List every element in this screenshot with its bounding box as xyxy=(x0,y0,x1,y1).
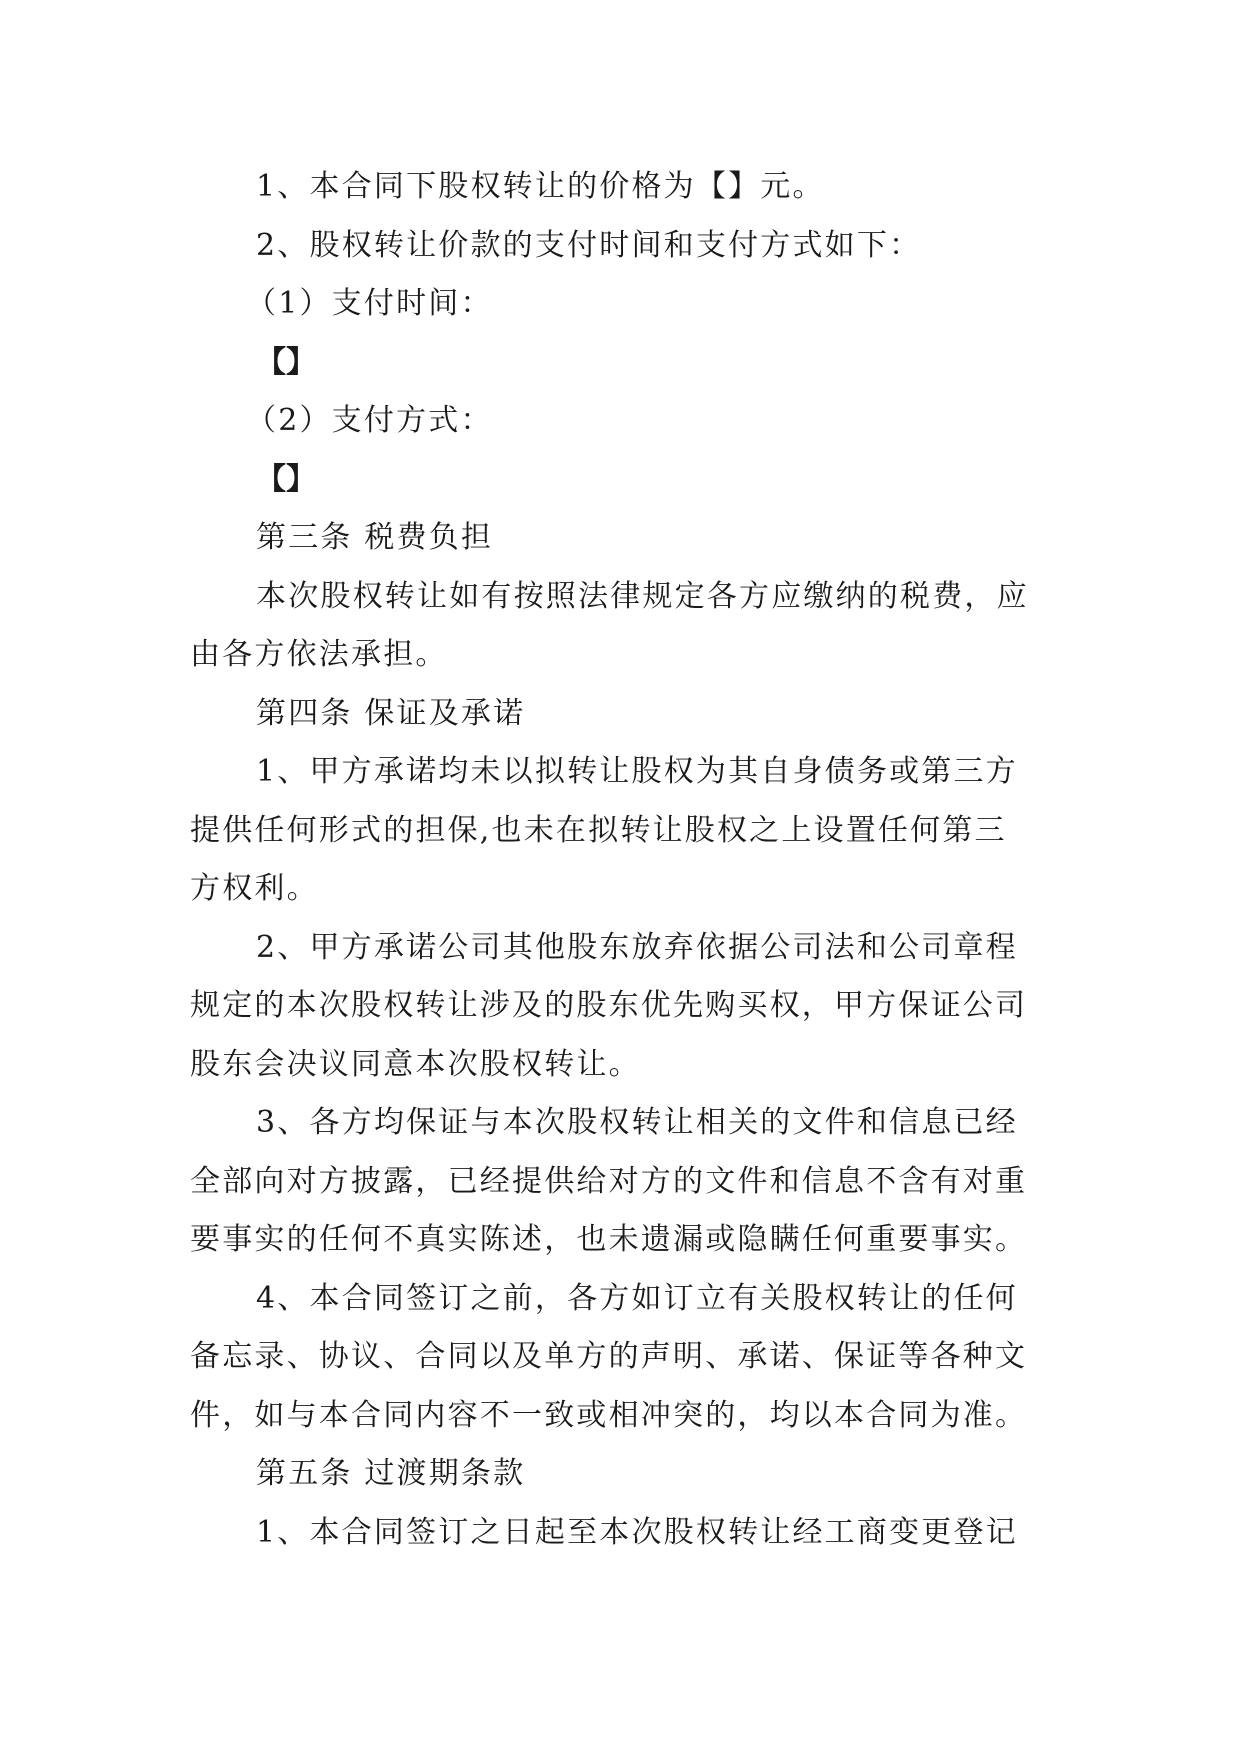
text-line: 本次股权转让如有按照法律规定各方应缴纳的税费，应 xyxy=(256,578,1029,614)
text-line: 股东会决议同意本次股权转让。 xyxy=(190,1046,641,1082)
section-heading: 第四条 保证及承诺 xyxy=(256,695,526,731)
text-line: 要事实的任何不真实陈述，也未遗漏或隐瞒任何重要事实。 xyxy=(190,1222,1028,1257)
document-body xyxy=(190,158,1062,1562)
placeholder-bracket: 【】 xyxy=(256,344,316,380)
text-line: 备忘录、协议、合同以及单方的声明、承诺、保证等各种文 xyxy=(190,1339,1028,1374)
text-line: 4、本合同签订之前，各方如订立有关股权转让的任何 xyxy=(256,1280,1018,1316)
text-line: 1、本合同下股权转让的价格为【】元。 xyxy=(256,169,825,204)
text-line: 2、股权转让价款的支付时间和支付方式如下： xyxy=(256,227,922,263)
text-line: 1、本合同签订之日起至本次股权转让经工商变更登记 xyxy=(256,1514,1018,1550)
text-line: 由各方依法承担。 xyxy=(190,637,448,672)
section-heading: 第三条 税费负担 xyxy=(256,520,494,555)
text-line: 2、甲方承诺公司其他股东放弃依据公司法和公司章程 xyxy=(256,929,1018,965)
text-line: （1）支付时间： xyxy=(246,286,493,321)
text-line: 1、甲方承诺均未以拟转让股权为其自身债务或第三方 xyxy=(256,754,1018,789)
text-line: 全部向对方披露，已经提供给对方的文件和信息不含有对重 xyxy=(190,1163,1028,1199)
text-line: 提供任何形式的担保,也未在拟转让股权之上设置任何第三 xyxy=(190,812,1007,848)
text-line: （2）支付方式： xyxy=(246,403,493,438)
section-heading: 第五条 过渡期条款 xyxy=(256,1456,526,1491)
text-line: 件，如与本合同内容不一致或相冲突的，均以本合同为准。 xyxy=(190,1397,1028,1433)
text-line: 规定的本次股权转让涉及的股东优先购买权，甲方保证公司 xyxy=(190,988,1028,1023)
placeholder-bracket: 【】 xyxy=(256,461,316,497)
text-line: 方权利。 xyxy=(190,871,319,906)
text-line: 3、各方均保证与本次股权转让相关的文件和信息已经 xyxy=(256,1105,1018,1140)
